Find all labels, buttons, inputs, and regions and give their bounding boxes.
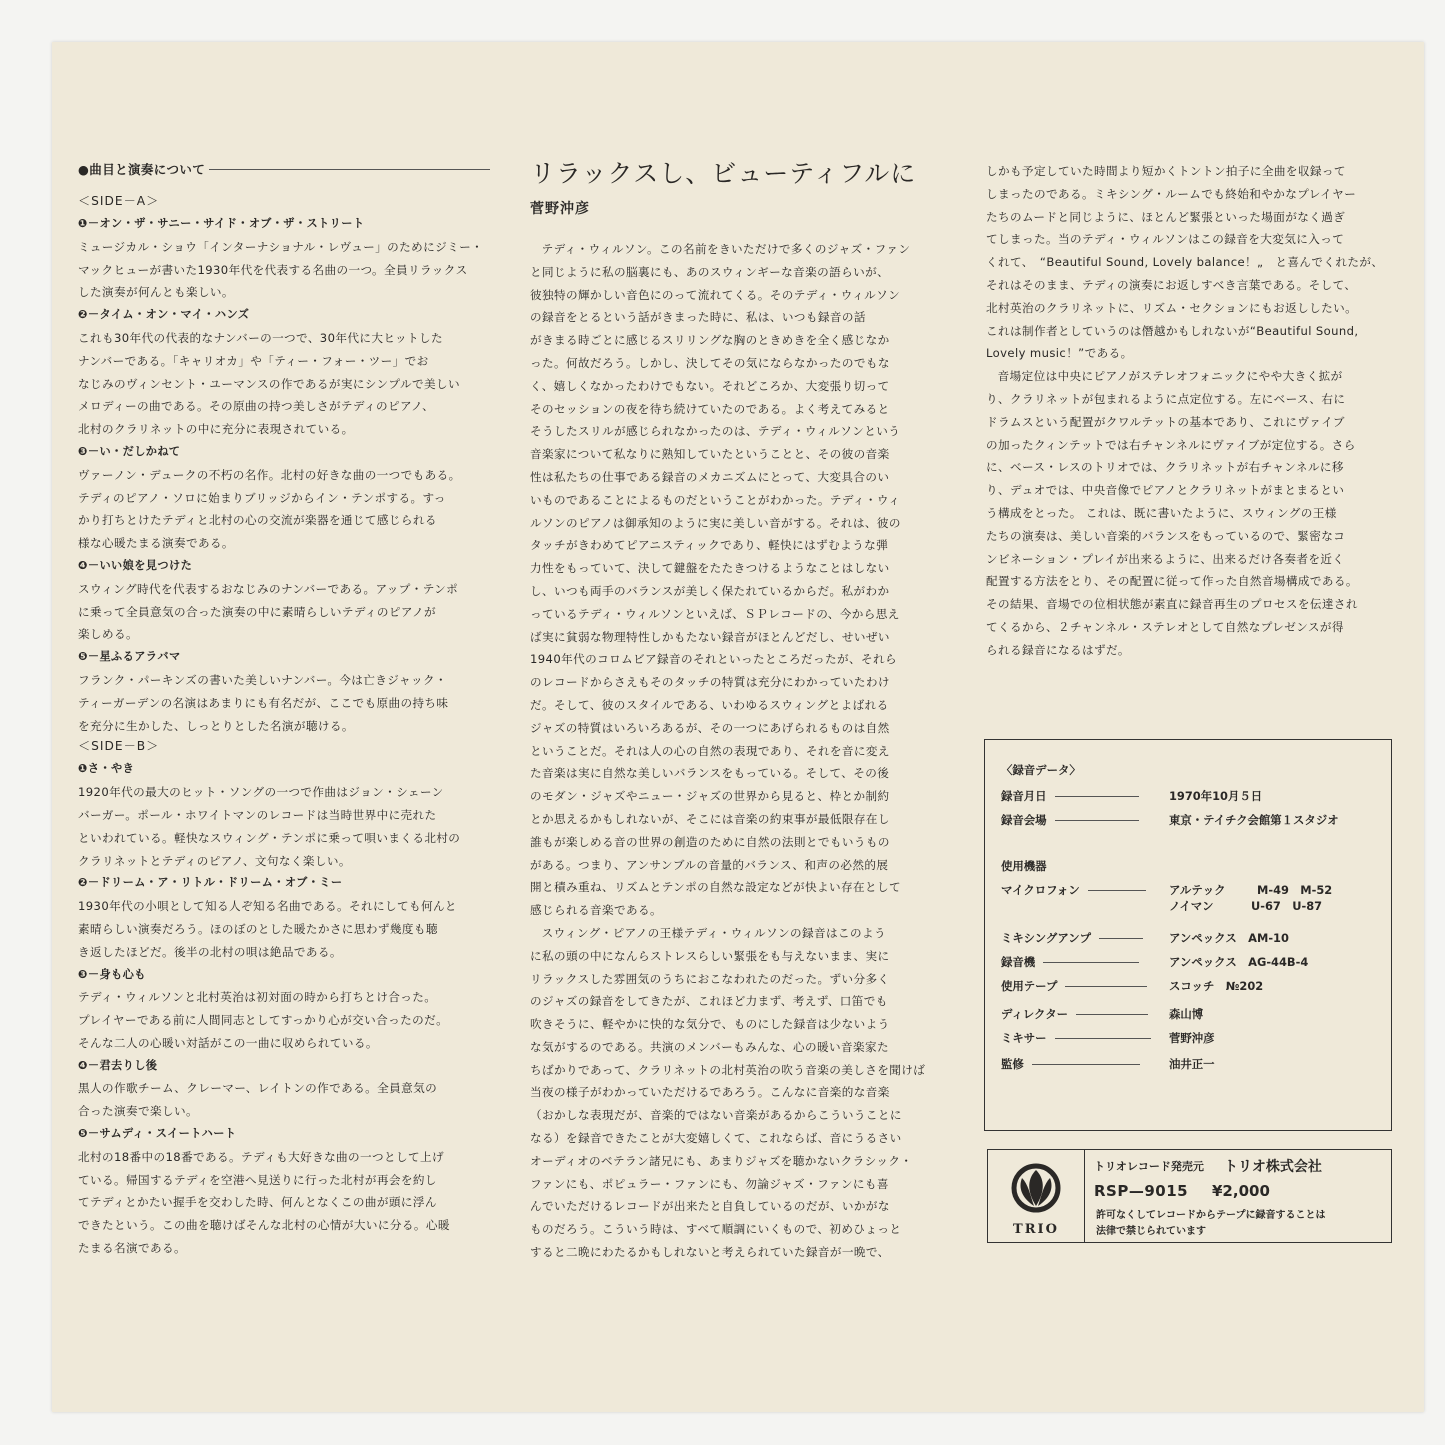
- track-notes-title: ●曲目と演奏について: [78, 162, 206, 177]
- recording-data-box: [984, 739, 1392, 1131]
- paragraph-line: った。何故だろう。しかし、決してその気にならなかったのでもな: [530, 355, 890, 370]
- track-description-line: 1920年代の最大のヒット・ソングの一つで作曲はジョン・シェーン: [78, 785, 444, 800]
- paragraph-line: たちの演奏は、美しい音楽的バランスをもっているので、緊密なコ: [986, 528, 1346, 543]
- microphone-brand-2: ノイマン: [1169, 899, 1214, 913]
- paragraph-line: その結果、音場での位相状態が素直に録音再生のプロセスを伝達され: [986, 597, 1358, 612]
- track-description-line: そんな二人の心暖い対話がこの一曲に収められている。: [78, 1035, 378, 1050]
- essay-continued-body: [986, 160, 1396, 662]
- paragraph-line: 吹きそうに、軽やかに快的な気分で、ものにした録音は少ないよう: [530, 1017, 890, 1032]
- equipment-label: 使用機器: [1001, 859, 1047, 873]
- tape-row: [1001, 978, 1381, 994]
- paragraph-line: のモダン・ジャズやニュー・ジャズの世界から見ると、枠とか制約: [530, 789, 890, 804]
- mixer-label: ミキサー: [1001, 1031, 1047, 1045]
- track-description-line: ている。帰国するテディを空港へ見送りに行った北村が再会を約し: [78, 1172, 437, 1187]
- paragraph-line: り、デュオでは、中央音像でピアノとクラリネットがまとまるとい: [986, 483, 1345, 498]
- catalog-number: RSP—9015: [1094, 1182, 1189, 1200]
- track-description-line: なじみのヴィンセント・ユーマンスの作であるが実にシンプルで美しい: [78, 376, 461, 391]
- paragraph-line: り、クラリネットが包まれるように点定位する。左にベース、右に: [986, 391, 1346, 406]
- track-description-line: フランク・パーキンズの書いた美しいナンバー。今は亡きジャック・: [78, 672, 448, 687]
- mixing-amp-value: アンペックス AM-10: [1169, 931, 1289, 945]
- track-description-line: した演奏が何んとも楽しい。: [78, 285, 234, 300]
- recording-venue-label: 録音会場: [1001, 813, 1047, 827]
- leader-line: [1065, 986, 1147, 987]
- track-title: ❷－タイム・オン・マイ・ハンズ: [78, 308, 250, 322]
- microphone-models-2: U-67 U-87: [1251, 899, 1323, 913]
- paragraph-line: そのセッションの夜を待ち続けていたのである。よく考えてみると: [530, 401, 890, 416]
- track-description-line: メロディーの曲である。その原曲の持つ美しさがテディのピアノ、: [78, 399, 435, 414]
- track-description-line: 北村のクラリネットの中に充分に表現されている。: [78, 422, 354, 437]
- track-description-line: たまる名演である。: [78, 1241, 186, 1256]
- track-description-line: ヴァーノン・デュークの不朽の名作。北村の好きな曲の一つでもある。: [78, 467, 461, 482]
- track-notes-header: [78, 160, 490, 178]
- track-description-line: マックヒューが書いた1930年代を代表する名曲の一つ。全員リラックス: [78, 262, 468, 277]
- paragraph: [986, 365, 1396, 661]
- mixing-amp-row: [1001, 930, 1381, 946]
- header-rule: [209, 169, 490, 170]
- copyright-notice: [1096, 1208, 1386, 1240]
- paragraph-line: んでいただけるレコードが出来たと自負しているのだが、いかがな: [530, 1199, 890, 1214]
- track-description-line: ティーガーデンの名演はあまりにも有名だが、ここでも原曲の持ち味: [78, 695, 449, 710]
- track-entry: [78, 555, 490, 646]
- leader-line: [1055, 1038, 1151, 1039]
- track-title: ❶さ・やき: [78, 762, 135, 776]
- essay-continued-column: [986, 160, 1396, 662]
- paragraph-line: と同じように私の脳裏にも、あのスウィンギーな音楽の語らいが、: [530, 264, 890, 279]
- recording-date-label: 録音月日: [1001, 789, 1047, 803]
- track-title: ❺－星ふるアラバマ: [78, 650, 181, 664]
- track-description-line: に乗って全員意気の合った演奏の中に素晴らしいテディのピアノが: [78, 604, 436, 619]
- paragraph-line: のジャズの録音をしてきたが、これほど力まず、考えず、口笛でも: [530, 994, 888, 1009]
- paragraph-line: 誰もが楽しめる音の世界の創造のために自然の法則とでもいうもの: [530, 834, 890, 849]
- mixer-value: 菅野沖彦: [1169, 1031, 1215, 1045]
- paragraph-line: これは制作者としていうのは僭越かもしれないが“Beautiful Sound,: [986, 323, 1359, 338]
- publisher-company: トリオ株式会社: [1224, 1159, 1322, 1175]
- side-a-label: ＜SIDE－A＞: [78, 194, 160, 208]
- paragraph-line: ちばかりであって、クラリネットの北村英治の吹う音楽の美しさを聞けば: [530, 1062, 926, 1077]
- microphone-brand-1: アルテック: [1169, 883, 1226, 897]
- paragraph-line: 1940年代のコロムビア録音のそれといったところだったが、それら: [530, 652, 897, 667]
- paragraph-line: 感じられる音楽である。: [530, 903, 662, 918]
- tape-label: 使用テープ: [1001, 979, 1058, 993]
- paragraph: [986, 160, 1396, 365]
- publisher-label: トリオレコード発売元: [1094, 1160, 1204, 1173]
- track-entry: [78, 304, 490, 441]
- recorder-label: 録音機: [1001, 955, 1036, 969]
- paragraph-line: 音場定位は中央にピアノがステレオフォニックにやや大きく拡が: [997, 369, 1343, 384]
- paragraph-line: の加ったクィンテットでは右チャンネルにヴァイブが定位する。さら: [986, 437, 1356, 452]
- track-description-line: 1930年代の小唄として知る人ぞ知る名曲である。それにしても何んと: [78, 899, 457, 914]
- paragraph-line: とか思えるかもしれないが、そこには音楽の約束事が最低限存在し: [530, 811, 890, 826]
- track-description-line: これも30年代の代表的なナンバーの一つで、30年代に大ヒットした: [78, 330, 443, 345]
- track-description-line: できたという。この曲を聴けばそんな北村の心情が大いに分る。心暖: [78, 1218, 450, 1233]
- paragraph-line: ルソンのピアノは御承知のように実に美しい音がする。それは、彼の: [530, 515, 901, 530]
- paragraph-line: ファンにも、ポピュラー・ファンにも、勿論ジャズ・ファンにも喜: [530, 1176, 889, 1191]
- paragraph-line: 音楽家について私なりに熟知していたということと、その彼の音楽: [530, 447, 890, 462]
- track-title: ❹－いい娘を見つけた: [78, 558, 193, 572]
- recorder-value: アンペックス AG-44B-4: [1169, 955, 1309, 969]
- director-value: 森山博: [1169, 1007, 1204, 1021]
- leader-line: [1043, 962, 1139, 963]
- leader-line: [1099, 938, 1143, 939]
- paragraph-line: 力性をもっていて、決して鍵盤をたたきつけるようなことはしない: [530, 561, 890, 576]
- paragraph-line: 北村英治のクラリネットに、リズム・セクションにもお返ししたい。: [986, 300, 1358, 315]
- track-entry: [78, 1055, 490, 1123]
- side-b-label: ＜SIDE－B＞: [78, 739, 160, 754]
- track-description-line: かり打ちとけたテディと北村の心の交流が楽器を通じて感じられる: [78, 513, 437, 528]
- paragraph-line: たちのムードと同じように、ほとんど緊張といった場面がなく過ぎ: [986, 209, 1346, 224]
- track-description-line: スウィング時代を代表するおなじみのナンバーである。アップ・テンポ: [78, 581, 459, 596]
- essay-headline: リラックスし、ビューティフルに: [530, 159, 917, 188]
- track-description-line: バーガー。ポール・ホワイトマンのレコードは当時世界中に売れた: [78, 807, 437, 822]
- paragraph-line: くれて、 “Beautiful Sound, Lovely balance！„ と喜んでくれたが、: [986, 255, 1384, 270]
- supervisor-value: 油井正一: [1169, 1057, 1215, 1071]
- track-entry: [78, 213, 490, 304]
- paragraph-line: がきまる時ごとに感じるスリリングな胸のときめきを全く感じなか: [530, 333, 890, 348]
- paragraph-line: く、嬉しくなかったわけでもない。それどころか、大変張り切って: [530, 378, 890, 393]
- leader-line: [1055, 820, 1139, 821]
- paragraph-line: （おかしな表現だが、音楽的ではない音楽があるからこういうことに: [530, 1108, 902, 1123]
- track-entry: [78, 872, 490, 963]
- recording-data-title: 〈録音データ〉: [1001, 763, 1081, 777]
- paragraph-line: ものだろう。こういう時は、すべて順調にいくもので、初めひょっと: [530, 1222, 902, 1237]
- paragraph-line: すると二晩にわたるかもしれないと考えられていた録音が一晩で、: [530, 1245, 890, 1260]
- paragraph-line: の録音をとるという話がきまった時に、私は、いつも録音の話: [530, 310, 866, 325]
- paragraph-line: タッチがきわめてピアニスティックであり、軽快にはずむような弾: [530, 538, 889, 553]
- recorder-row: [1001, 954, 1381, 970]
- paragraph-line: ドラムスという配置がクワルテットの基本であり、これにヴァイブ: [986, 414, 1345, 429]
- leader-line: [1088, 890, 1146, 891]
- track-description-line: テディのピアノ・ソロに始まりブリッジからイン・テンポする。すっ: [78, 490, 446, 505]
- paragraph-line: ば実に貧弱な物理特性しかもたない録音がほとんどだし、せいぜい: [530, 629, 890, 644]
- paragraph-line: 配置する方法をとり、その配置に従って作った自然音場構成である。: [986, 574, 1358, 589]
- paragraph-line: ジャズの特質はいろいろあるが、その一つにあげられるものは自然: [530, 720, 890, 735]
- recording-date-value: 1970年10月５日: [1169, 789, 1263, 803]
- paragraph-line: スウィング・ピアノの王様テディ・ウィルソンの録音はこのよう: [541, 925, 886, 940]
- paragraph-line: 性は私たちの仕事である録音のメカニズムにとって、大変具合のい: [530, 469, 890, 484]
- paragraph-line: ということだ。それは人の心の自然の表現であり、それを音に変え: [530, 743, 890, 758]
- track-description-line: てテディとかたい握手を交わした時、何んとなくこの曲が頭に浮ん: [78, 1195, 437, 1210]
- paragraph-line: っているテディ・ウィルソンといえば、ＳＰレコードの、今から思え: [530, 606, 900, 621]
- paragraph-line: オーディオのベテラン諸兄にも、あまりジャズを聴かないクラシック・: [530, 1153, 913, 1168]
- supervisor-row: [1001, 1056, 1381, 1072]
- track-entry: [78, 1123, 490, 1260]
- publisher-box: [987, 1149, 1392, 1243]
- track-title: ❶－オン・ザ・サニー・サイド・オブ・ザ・ストリート: [78, 217, 365, 230]
- paragraph-line: いものであることによるものだということがわかった。テディ・ウィ: [530, 492, 901, 507]
- essay-author: 菅野沖彦: [530, 201, 590, 217]
- paragraph: [530, 922, 940, 1264]
- paragraph-line: てくるから、２チャンネル・ステレオとして自然なプレゼンスが得: [986, 619, 1344, 634]
- microphone-label: マイクロフォン: [1001, 883, 1080, 897]
- track-entry: [78, 441, 490, 555]
- copyright-notice-line-2: 法律で禁じられています: [1096, 1226, 1206, 1237]
- paragraph-line: てしまった。当のテディ・ウィルソンはこの録音を大変気に入って: [986, 232, 1345, 247]
- track-title: ❹－君去りし後: [78, 1058, 158, 1072]
- trio-leaf-icon: [988, 1150, 1084, 1222]
- microphone-row-1: [1001, 882, 1381, 898]
- track-description-line: ナンバーである。「キャリオカ」や「ティー・フォー・ツー」でお: [78, 353, 429, 368]
- track-title: ❺－サムディ・スイートハート: [78, 1127, 237, 1141]
- paragraph-line: Lovely music！”である。: [986, 346, 1133, 361]
- track-description-line: 北村の18番中の18番である。テディも大好きな曲の一つとして上げ: [78, 1149, 445, 1164]
- track-description-line: き返したほどだ。後半の北村の唄は絶品である。: [78, 944, 342, 959]
- track-description-line: を充分に生かした、しっとりとした名演が聴ける。: [78, 718, 354, 733]
- side-a-tracks: [78, 213, 490, 737]
- paragraph-line: なる）を録音できたことが大変嬉しくて、これならば、音にうるさい: [530, 1131, 902, 1146]
- track-entry: [78, 758, 490, 872]
- paragraph: [530, 238, 940, 922]
- microphone-models-1: M-49 M-52: [1257, 883, 1333, 897]
- track-title: ❸－身も心も: [78, 967, 146, 981]
- paragraph-line: テディ・ウィルソン。この名前をきいただけで多くのジャズ・ファン: [541, 242, 911, 256]
- leader-line: [1032, 1064, 1140, 1065]
- liner-notes-sheet: [52, 42, 1424, 1412]
- track-description-line: 楽しめる。: [78, 627, 138, 642]
- track-description-line: テディ・ウィルソンと北村英治は初対面の時から打ちとけ合った。: [78, 990, 437, 1005]
- essay-column: [530, 160, 940, 1264]
- paragraph-line: リラックスした雰囲気のうちにおこなわれたのだった。ずい分多く: [530, 971, 890, 986]
- track-description-line: といわれている。軽快なスウィング・テンポに乗って唄いまくる北村の: [78, 830, 461, 845]
- track-description-line: ミュージカル・ショウ「インターナショナル・レヴュー」のためにジミー・: [78, 239, 484, 254]
- paragraph-line: う構成をとった。 これは、既に書いたように、スウィングの王様: [986, 505, 1337, 520]
- track-description-line: プレイヤーである前に人間同志としてすっかり心が交い合ったのだ。: [78, 1013, 449, 1028]
- track-title: ❷－ドリーム・ア・リトル・ドリーム・オブ・ミー: [78, 876, 343, 890]
- director-label: ディレクター: [1001, 1007, 1068, 1021]
- paragraph-line: それはそのまま、テディの演奏にお返しすべき言葉である。そして、: [986, 277, 1357, 292]
- paragraph-line: 当夜の様子がわかっていただけるであろう。こんなに音楽的な音楽: [530, 1085, 890, 1100]
- leader-line: [1076, 1014, 1148, 1015]
- track-description-line: クラリネットとテディのピアノ、文句なく楽しい。: [78, 853, 351, 868]
- trio-logo-text: TRIO: [1013, 1222, 1059, 1237]
- essay-body: [530, 238, 940, 1264]
- paragraph-line: られる録音になるはずだ。: [986, 642, 1130, 657]
- track-entry: [78, 964, 490, 1055]
- mixer-row: [1001, 1030, 1381, 1046]
- paragraph-line: のレコードからさえもそのタッチの特質は充分にわかっていたわけ: [530, 675, 890, 690]
- tape-value: スコッチ №202: [1169, 979, 1264, 993]
- paragraph-line: しまったのである。ミキシング・ルームでも終始和やかなプレイヤー: [986, 186, 1357, 201]
- director-row: [1001, 1006, 1381, 1022]
- side-b-tracks: [78, 758, 490, 1260]
- paragraph-line: た音楽は実に自然な美しいバランスをもっている。そして、その後: [530, 766, 890, 781]
- leader-line: [1055, 796, 1139, 797]
- track-description-line: 合った演奏で楽しい。: [78, 1104, 198, 1119]
- copyright-notice-line-1: 許可なくしてレコードからテープに録音することは: [1096, 1210, 1326, 1221]
- track-title: ❸－い・だしかねて: [78, 444, 181, 458]
- recording-venue-value: 東京・テイチク会館第１スタジオ: [1169, 813, 1339, 827]
- recording-date-row: [1001, 788, 1381, 804]
- paragraph-line: 彼独特の輝かしい音色にのって流れてくる。そのテディ・ウィルソン: [530, 287, 901, 302]
- mixing-amp-label: ミキシングアンプ: [1001, 931, 1092, 945]
- paragraph-line: 開と積み重ね、リズムとテンポの自然な設定などが快よい存在として: [530, 880, 901, 895]
- paragraph-line: そうしたスリルが感じられなかったのは、テディ・ウィルソンという: [530, 424, 901, 439]
- paragraph-line: に、ベース・レスのトリオでは、クラリネットが右チャンネルに移: [986, 460, 1344, 475]
- paragraph-line: ンビネーション・プレイが出来るように、出来るだけ各奏者を近く: [986, 551, 1345, 566]
- paragraph-line: だ。そして、彼のスタイルである、いわゆるスウィングとよばれる: [530, 697, 889, 712]
- supervisor-label: 監修: [1001, 1057, 1024, 1071]
- track-description-line: 様な心暖たまる演奏である。: [78, 536, 234, 551]
- track-notes-column: [78, 160, 490, 1260]
- trio-logo: [988, 1150, 1085, 1242]
- track-description-line: 素晴らしい演奏だろう。ほのぼのとした暖たかさに思わず幾度も聴: [78, 921, 438, 936]
- price: ¥2,000: [1212, 1182, 1270, 1200]
- paragraph-line: しかも予定していた時間より短かくトントン拍子に全曲を収録って: [986, 164, 1346, 178]
- recording-venue-row: [1001, 812, 1381, 828]
- paragraph-line: し、いつも両手のバランスが美しく保たれているからだ。私がわか: [530, 583, 890, 598]
- paragraph-line: な気がするのである。共演のメンバーもみんな、心の暖い音楽家た: [530, 1039, 890, 1054]
- track-entry: [78, 646, 490, 737]
- equipment-heading-row: [1001, 858, 1381, 874]
- paragraph-line: に私の頭の中になんらストレスらしい緊張をも与えないまま、実に: [530, 948, 890, 963]
- track-description-line: 黒人の作歌チーム、クレーマー、レイトンの作である。全員意気の: [78, 1081, 438, 1096]
- paragraph-line: がある。つまり、アンサンブルの音量的バランス、和声の必然的展: [530, 857, 889, 872]
